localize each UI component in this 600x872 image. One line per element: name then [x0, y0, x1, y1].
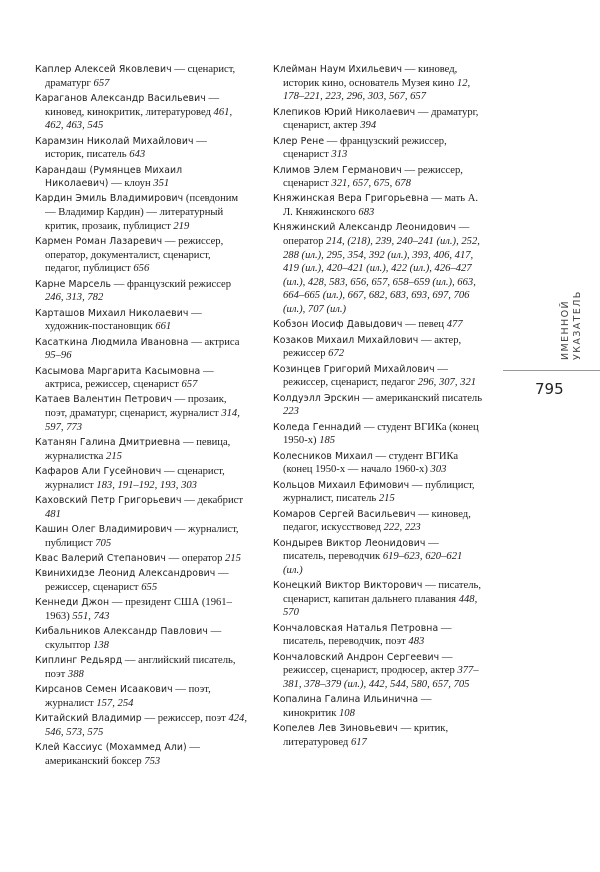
entry-pages: 313	[331, 149, 348, 161]
index-column-right	[273, 63, 483, 751]
entry-pages: 138	[93, 639, 109, 651]
entry-name: Колесников Михаил	[273, 450, 373, 462]
entry-pages: 95–96	[45, 350, 72, 362]
entry-description: — драматург, сценарист, актер	[283, 106, 479, 132]
index-entry	[35, 63, 247, 90]
entry-pages: 661	[155, 321, 172, 333]
index-entry	[35, 192, 247, 233]
index-entry	[273, 651, 483, 692]
index-entry	[273, 164, 483, 191]
index-entry	[273, 479, 483, 506]
entry-name: Комаров Сергей Васильевич	[273, 508, 416, 520]
index-entry	[273, 537, 483, 578]
entry-pages: 617	[350, 736, 367, 748]
index-entry	[273, 221, 483, 316]
entry-pages: 296, 307, 321	[417, 377, 477, 389]
index-entry	[35, 307, 247, 334]
index-entry	[35, 552, 247, 566]
entry-name: Катанян Галина Дмитриевна	[35, 437, 181, 449]
entry-pages: 388	[67, 668, 84, 680]
index-entry	[35, 741, 247, 768]
entry-description: — историк, писатель	[45, 135, 207, 161]
entry-pages: 185	[319, 435, 336, 447]
entry-name: Кобзон Иосиф Давыдович	[273, 319, 403, 331]
entry-description: — актриса, режиссер, сценарист	[45, 365, 214, 391]
entry-name: Кончаловская Наталья Петровна	[273, 622, 439, 634]
entry-name: Кирсанов Семен Исаакович	[35, 684, 173, 696]
entry-pages: 314, 597, 773	[45, 408, 240, 433]
entry-name: Копелев Лев Зиновьевич	[273, 723, 398, 735]
entry-description: — английский писатель, поэт	[45, 655, 236, 680]
entry-pages: 672	[328, 348, 345, 360]
entry-description: — режиссер, сценарист	[283, 164, 463, 190]
entry-description: — писатель, переводчик, поэт	[283, 622, 452, 648]
entry-name: Княжинский Александр Леонидович	[273, 222, 457, 234]
entry-name: Карандаш (Румянцев Михаил Николаевич)	[35, 164, 183, 190]
entry-pages: 222, 223	[383, 522, 421, 534]
entry-description: — режиссер, поэт	[141, 713, 229, 725]
index-entry	[273, 192, 483, 219]
index-entry	[35, 393, 247, 434]
entry-description: — актриса	[188, 336, 240, 348]
entry-description: — актер, режиссер	[283, 334, 462, 360]
entry-name: Кардин Эмиль Владимирович	[35, 193, 184, 205]
entry-name: Квинихидзе Леонид Александрович	[35, 568, 216, 580]
entry-description: — сценарист, драматург	[45, 64, 236, 89]
index-entry	[35, 135, 247, 162]
entry-name: Клей Кассиус (Мохаммед Али)	[35, 742, 187, 754]
entry-description: — скульптор	[45, 626, 222, 651]
entry-pages: 183, 191–192, 193, 303	[96, 479, 197, 491]
entry-description: — певица, журналистка	[45, 437, 231, 462]
entry-name: Кафаров Али Гусейнович	[35, 466, 162, 477]
index-entry	[35, 596, 247, 623]
entry-description: — французский режиссер	[111, 278, 232, 290]
entry-name: Коледа Геннадий	[273, 421, 362, 433]
entry-description: — прозаик, поэт, драматург, сценарист, журналист	[45, 394, 227, 420]
entry-name: Киплинг Редьярд	[35, 655, 123, 667]
entry-pages: 656	[133, 263, 150, 275]
entry-name: Кондырев Виктор Леонидович	[273, 537, 426, 549]
margin-rule	[503, 370, 600, 371]
entry-pages: 215	[106, 450, 122, 462]
entry-description: — американский боксер	[45, 742, 200, 767]
index-entry	[35, 625, 247, 652]
entry-description: — киновед, кинокритик, литературовед	[45, 92, 220, 118]
entry-description: — киновед, историк кино, основатель Музея кино	[283, 64, 458, 89]
entry-name: Колдуэлл Эрскин	[273, 392, 360, 404]
entry-description: — режиссер, оператор, документалист, сценарист, педагог, публицист	[45, 236, 224, 275]
entry-description: — писатель, переводчик	[283, 537, 439, 563]
index-entry	[273, 318, 483, 332]
entry-description: — студент ВГИКа (конец 1950-х — начало 1960-х)	[283, 450, 459, 476]
entry-pages: 619–623, 620–621 (ил.)	[283, 551, 463, 576]
entry-name: Квас Валерий Степанович	[35, 552, 167, 564]
entry-name: Караганов Александр Васильевич	[35, 92, 206, 104]
entry-description: — президент США (1961–1963)	[45, 597, 232, 622]
entry-name: Клейман Наум Ихильевич	[273, 64, 403, 75]
index-entry	[35, 278, 247, 305]
index-entry	[35, 235, 247, 276]
entry-pages: 321, 657, 675, 678	[331, 178, 411, 190]
entry-name: Каплер Алексей Яковлевич	[35, 64, 172, 75]
entry-description: — режиссер, сценарист, продюсер, актер	[283, 651, 458, 677]
entry-name: Кашин Олег Владимирович	[35, 523, 173, 535]
entry-pages: 215	[378, 493, 395, 505]
entry-pages: 643	[129, 149, 146, 161]
entry-pages: 12, 178–221, 223, 296, 303, 567, 657	[283, 77, 471, 103]
entry-name: Каховский Петр Григорьевич	[35, 494, 182, 506]
entry-name: Карамзин Николай Михайлович	[35, 135, 194, 147]
index-entry	[273, 392, 483, 419]
entry-pages: 351	[153, 178, 170, 190]
entry-pages: 657	[181, 379, 198, 391]
index-entry	[35, 92, 247, 133]
entry-description: — студент ВГИКа (конец 1950-х)	[283, 421, 479, 447]
entry-name: Копалина Галина Ильинична	[273, 694, 419, 706]
entry-pages: 219	[173, 220, 190, 232]
entry-pages: 655	[141, 581, 158, 593]
entry-name: Клепиков Юрий Николаевич	[273, 106, 416, 118]
entry-pages: 394	[360, 120, 377, 132]
index-entry	[35, 712, 247, 739]
entry-name: Кольцов Михаил Ефимович	[273, 479, 410, 491]
entry-description: — критик, литературовед	[283, 723, 449, 748]
entry-pages: 377–381, 378–379 (ил.), 442, 544, 580, 657, 705	[283, 665, 479, 690]
index-entry	[35, 465, 247, 492]
entry-pages: 246, 313, 782	[45, 292, 104, 304]
section-label-line-2: УКАЗАТЕЛЬ	[572, 290, 583, 360]
entry-description: — сценарист, журналист	[45, 466, 225, 491]
index-entry	[273, 450, 483, 477]
index-entry	[273, 722, 483, 749]
entry-pages: 424, 546, 573, 575	[45, 713, 247, 738]
entry-name: Княжинская Вера Григорьевна	[273, 193, 429, 205]
index-entry	[273, 334, 483, 361]
entry-description: — декабрист	[181, 494, 243, 506]
entry-description: — художник-постановщик	[45, 307, 202, 333]
entry-name: Козинцев Григорий Михайлович	[273, 363, 435, 375]
section-label-line-1: ИМЕННОЙ	[560, 300, 571, 360]
entry-pages: 551, 743	[72, 610, 110, 622]
entry-pages: 481	[45, 508, 61, 520]
index-entry	[35, 683, 247, 710]
index-entry	[273, 421, 483, 448]
entry-pages: 108	[339, 707, 355, 719]
entry-name: Китайский Владимир	[35, 713, 142, 725]
entry-pages: 683	[358, 207, 375, 219]
index-entry	[273, 63, 483, 104]
entry-pages: 303	[430, 464, 447, 476]
entry-name: Карне Марсель	[35, 278, 112, 290]
entry-name: Кеннеди Джон	[35, 597, 110, 609]
entry-description: — поэт, журналист	[45, 684, 211, 709]
entry-description: — оператор	[283, 222, 470, 248]
entry-description: — режиссер, сценарист, педагог	[283, 363, 448, 389]
index-entry	[35, 164, 247, 191]
entry-description: — публицист, журналист, писатель	[283, 479, 475, 505]
index-entry	[273, 363, 483, 390]
entry-name: Карташов Михаил Николаевич	[35, 307, 189, 319]
entry-description: — писатель, сценарист, капитан дальнего плавания	[283, 580, 482, 605]
entry-pages: 157, 254	[96, 697, 134, 709]
index-column-left	[35, 63, 247, 770]
index-entry	[35, 365, 247, 392]
index-entry	[273, 106, 483, 133]
entry-name: Касаткина Людмила Ивановна	[35, 336, 189, 348]
entry-name: Кибальников Александр Павлович	[35, 626, 208, 638]
entry-description: — певец	[402, 319, 447, 331]
entry-name: Климов Элем Германович	[273, 164, 402, 176]
entry-name: Клер Рене	[273, 135, 325, 147]
index-entry	[35, 494, 247, 521]
index-entry	[35, 336, 247, 363]
entry-description: — кинокритик	[283, 694, 432, 719]
entry-pages: 657	[93, 77, 110, 89]
entry-name: Кончаловский Андрон Сергеевич	[273, 651, 440, 663]
entry-description: — клоун	[108, 178, 154, 190]
entry-name: Козаков Михаил Михайлович	[273, 334, 419, 346]
entry-description: — французский режиссер, сценарист	[283, 135, 447, 161]
entry-description: (псевдоним — Владимир Кардин) — литературный критик, прозаик, публицист	[45, 193, 239, 232]
entry-description: — журналист, публицист	[45, 523, 239, 549]
entry-pages: 477	[446, 319, 463, 331]
entry-description: — американский писатель	[359, 392, 483, 404]
index-entry	[273, 693, 483, 720]
entry-description: — киновед, педагог, искусствовед	[283, 508, 471, 534]
index-entry	[35, 523, 247, 550]
entry-pages: 448, 570	[283, 593, 478, 619]
entry-pages: 215	[225, 552, 241, 564]
entry-name: Конецкий Виктор Викторович	[273, 580, 423, 592]
section-label	[560, 290, 584, 360]
entry-pages: 753	[144, 755, 161, 767]
index-entry	[35, 436, 247, 463]
index-entry	[273, 135, 483, 162]
index-entry	[35, 654, 247, 681]
entry-description: — мать А. Л. Княжинского	[283, 193, 478, 219]
entry-name: Катаев Валентин Петрович	[35, 394, 173, 406]
entry-name: Кармен Роман Лазаревич	[35, 236, 163, 248]
entry-pages: 223	[283, 406, 299, 418]
index-entry	[273, 579, 483, 620]
page-number: 795	[535, 380, 564, 398]
entry-description: — режиссер, сценарист	[45, 568, 229, 593]
entry-pages: 483	[408, 636, 425, 648]
entry-pages: 461, 462, 463, 545	[45, 106, 233, 132]
entry-pages: 705	[95, 537, 112, 549]
index-entry	[273, 508, 483, 535]
entry-pages: 214, (218), 239, 240–241 (ил.), 252, 288 (ил.), 295, 354, 392 (ил.), 393, 406, 417, 419 (ил.), 420–421 (ил.), 422 (ил.), 426–427 (ил.), 428, 583, 656, 657, 658–659 (ил.), 663, 664–665 (ил.), 667, 682, 683, 693, 697, 706 (ил.), 707 (ил.)	[283, 236, 480, 315]
entry-description: — оператор	[166, 552, 226, 564]
index-entry	[273, 622, 483, 649]
entry-name: Касымова Маргарита Касымовна	[35, 365, 201, 377]
index-entry	[35, 567, 247, 594]
